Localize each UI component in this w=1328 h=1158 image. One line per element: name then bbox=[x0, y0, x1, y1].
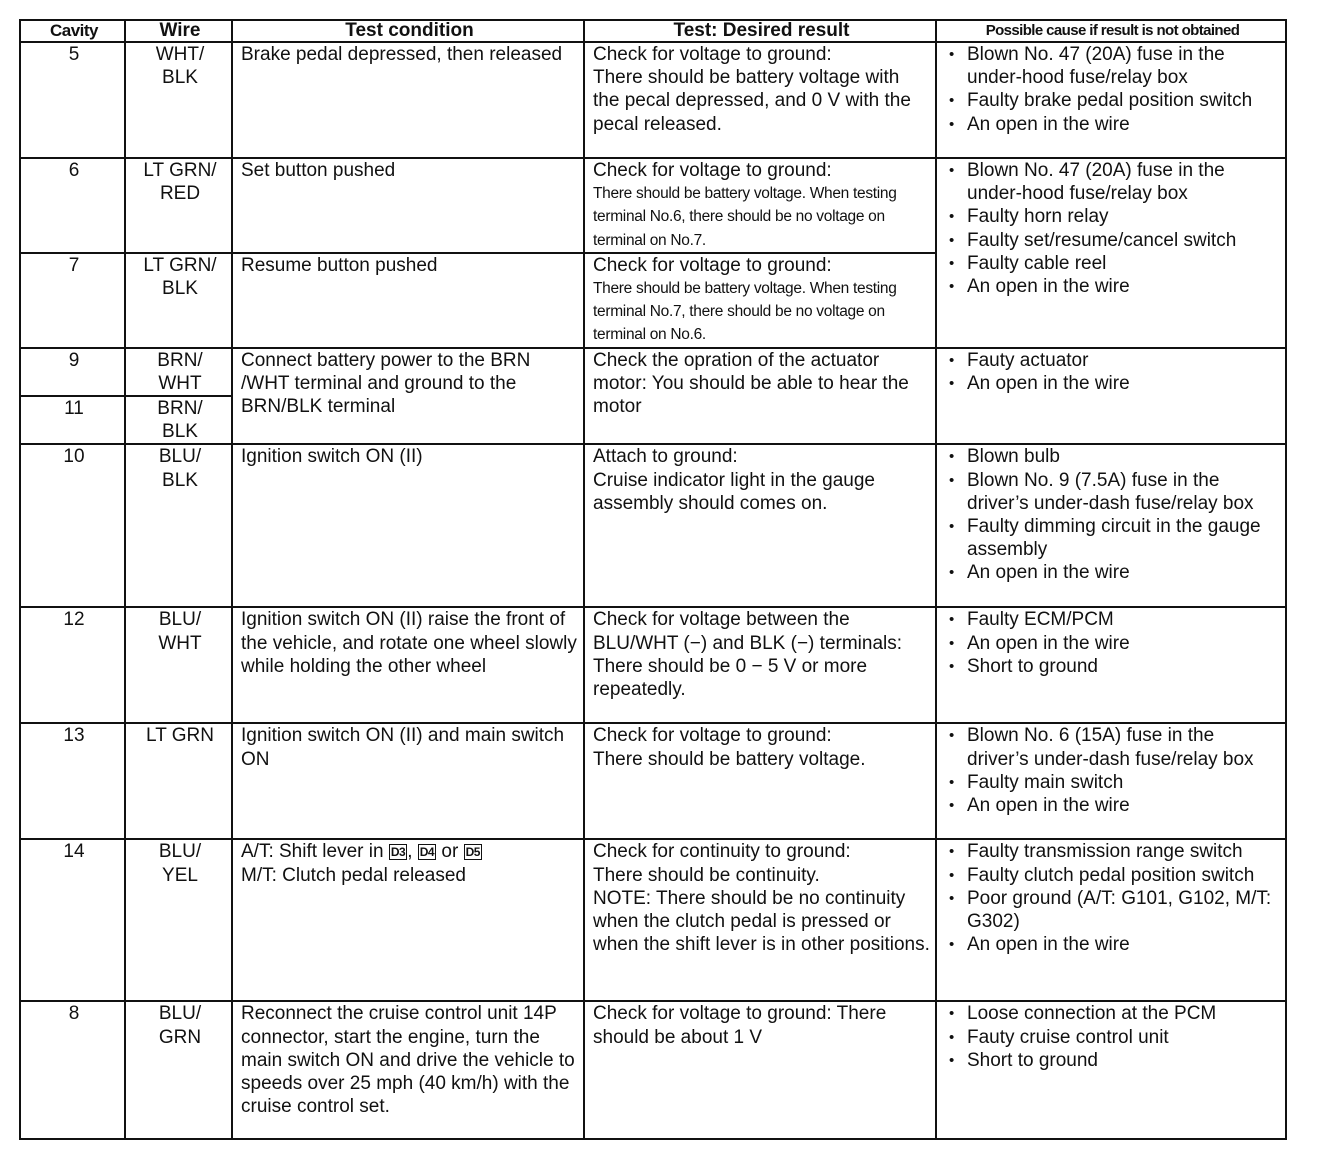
cause-list bbox=[945, 840, 1280, 956]
cause-list bbox=[945, 349, 1280, 395]
table-row-cavity-9 bbox=[20, 348, 1286, 396]
cause-list bbox=[945, 159, 1280, 298]
header-desired-result: Test: Desired result bbox=[584, 20, 936, 42]
wire-cell: WHT/ BLK bbox=[125, 42, 232, 158]
condition-line-mt: M/T: Clutch pedal released bbox=[241, 864, 466, 886]
desired-result-cell: Check for voltage to ground: There should be about 1 V bbox=[584, 1001, 936, 1139]
cavity-cell: 5 bbox=[20, 42, 125, 158]
separator-comma: , bbox=[407, 841, 413, 863]
table-row-cavity-8 bbox=[20, 1001, 1286, 1139]
gear-d4-icon: D4 bbox=[419, 845, 435, 860]
table-row-cavity-6 bbox=[20, 158, 1286, 253]
cavity-cell: 11 bbox=[20, 396, 125, 444]
cause-list bbox=[945, 445, 1280, 584]
possible-cause-cell bbox=[936, 839, 1286, 1001]
table-row-cavity-13 bbox=[20, 723, 1286, 839]
header-possible-cause: Possible cause if result is not obtained bbox=[936, 20, 1286, 42]
cavity-test-table bbox=[19, 19, 1287, 1140]
cause-item: • An open in the wire bbox=[945, 275, 1280, 298]
result-line: Check for voltage to ground: bbox=[593, 160, 832, 181]
wire-cell: BRN/ BLK bbox=[125, 396, 232, 444]
condition-line-at bbox=[241, 840, 578, 863]
wire-cell: BRN/ WHT bbox=[125, 348, 232, 396]
test-condition-cell: Connect battery power to the BRN /WHT terminal and ground to the BRN/BLK terminal bbox=[232, 348, 584, 445]
cause-item: • Fauty actuator bbox=[945, 349, 1280, 372]
test-condition-cell: Resume button pushed bbox=[232, 253, 584, 348]
possible-cause-cell bbox=[936, 348, 1286, 445]
cause-item: • Faulty transmission range switch bbox=[945, 840, 1280, 863]
cause-list bbox=[945, 1002, 1280, 1072]
cause-item: • Poor ground (A/T: G101, G102, M/T: G302) bbox=[945, 887, 1280, 933]
desired-result-cell bbox=[584, 158, 936, 253]
cavity-cell: 7 bbox=[20, 253, 125, 348]
cause-item: • Faulty dimming circuit in the gauge assembly bbox=[945, 515, 1280, 561]
condition-prefix: A/T: Shift lever in bbox=[241, 841, 384, 863]
cavity-cell: 12 bbox=[20, 607, 125, 723]
header-cavity: Cavity bbox=[20, 20, 125, 42]
test-condition-cell: Ignition switch ON (II) raise the front of the vehicle, and rotate one wheel slowly while holding the other wheel bbox=[232, 607, 584, 723]
desired-result-cell: Attach to ground: Cruise indicator light in the gauge assembly should comes on. bbox=[584, 444, 936, 607]
cause-item: • Faulty set/resume/cancel switch bbox=[945, 229, 1280, 252]
header-wire: Wire bbox=[125, 20, 232, 42]
cause-item: • Short to ground bbox=[945, 655, 1280, 678]
desired-result-cell: Check for voltage to ground: There should be battery voltage with the pecal depressed, and 0 V with the pecal released. bbox=[584, 42, 936, 158]
cavity-cell: 9 bbox=[20, 348, 125, 396]
desired-result-cell: Check for voltage to ground: There should be battery voltage. bbox=[584, 723, 936, 839]
wire-cell: LT GRN/ RED bbox=[125, 158, 232, 253]
possible-cause-cell bbox=[936, 444, 1286, 607]
result-line: Check for voltage to ground: bbox=[593, 254, 832, 276]
table-row-cavity-10 bbox=[20, 444, 1286, 607]
possible-cause-cell bbox=[936, 158, 1286, 348]
cavity-cell: 10 bbox=[20, 444, 125, 607]
result-detail: There should be battery voltage. When testing terminal No.6, there should be no voltage on terminal on No.7. bbox=[593, 185, 897, 249]
cause-item: • Blown bulb bbox=[945, 445, 1280, 468]
cause-item: • An open in the wire bbox=[945, 794, 1280, 817]
cause-item: • Faulty cable reel bbox=[945, 252, 1280, 275]
cause-list bbox=[945, 724, 1280, 817]
gear-d5-icon: D5 bbox=[465, 845, 480, 860]
test-condition-cell: Reconnect the cruise control unit 14P connector, start the engine, turn the main switch ON and drive the vehicle to speeds over 25 mph (40 km/h) with the cruise control set. bbox=[232, 1001, 584, 1139]
cause-item: • Faulty brake pedal position switch bbox=[945, 89, 1280, 112]
cause-list bbox=[945, 43, 1280, 136]
wire-cell: LT GRN/ BLK bbox=[125, 253, 232, 348]
possible-cause-cell bbox=[936, 42, 1286, 158]
cause-item: • Faulty ECM/PCM bbox=[945, 608, 1280, 631]
test-condition-cell: Ignition switch ON (II) and main switch ON bbox=[232, 723, 584, 839]
cause-item: • Fauty cruise control unit bbox=[945, 1026, 1280, 1049]
separator-or: or bbox=[441, 841, 459, 863]
desired-result-cell: Check for voltage between the BLU/WHT (−) and BLK (−) terminals: There should be 0 − 5 V or more repeatedly. bbox=[584, 607, 936, 723]
wire-cell: BLU/ BLK bbox=[125, 444, 232, 607]
cause-item: • An open in the wire bbox=[945, 113, 1280, 136]
table-row-cavity-12 bbox=[20, 607, 1286, 723]
cause-item: • Blown No. 6 (15A) fuse in the driver’s under-dash fuse/relay box bbox=[945, 724, 1280, 770]
cause-item: • An open in the wire bbox=[945, 561, 1280, 584]
cause-item: • Blown No. 9 (7.5A) fuse in the driver’s under-dash fuse/relay box bbox=[945, 469, 1280, 515]
cause-item: • Faulty horn relay bbox=[945, 205, 1280, 228]
troubleshooting-table-sheet bbox=[19, 19, 1287, 1140]
cause-item: • Faulty main switch bbox=[945, 771, 1280, 794]
cause-item: • Blown No. 47 (20A) fuse in the under-hood fuse/relay box bbox=[945, 43, 1280, 89]
cavity-cell: 14 bbox=[20, 839, 125, 1001]
test-condition-cell: Set button pushed bbox=[232, 158, 584, 253]
cavity-cell: 6 bbox=[20, 158, 125, 253]
possible-cause-cell bbox=[936, 1001, 1286, 1139]
header-test-condition: Test condition bbox=[232, 20, 584, 42]
possible-cause-cell bbox=[936, 723, 1286, 839]
cavity-cell: 13 bbox=[20, 723, 125, 839]
cause-item: • Short to ground bbox=[945, 1049, 1280, 1072]
desired-result-cell: Check for continuity to ground: There should be continuity. NOTE: There should be no continuity when the clutch pedal is pressed or when the shift lever is in other positions. bbox=[584, 839, 936, 1001]
result-detail: There should be battery voltage. When testing terminal No.7, there should be no voltage on terminal on No.6. bbox=[593, 280, 897, 344]
test-condition-cell: Ignition switch ON (II) bbox=[232, 444, 584, 607]
possible-cause-cell bbox=[936, 607, 1286, 723]
cause-item: • An open in the wire bbox=[945, 372, 1280, 395]
table-row-cavity-5 bbox=[20, 42, 1286, 158]
wire-cell: BLU/ WHT bbox=[125, 607, 232, 723]
cause-item: • An open in the wire bbox=[945, 632, 1280, 655]
desired-result-cell bbox=[584, 253, 936, 348]
table-row-cavity-14 bbox=[20, 839, 1286, 1001]
wire-cell: BLU/ GRN bbox=[125, 1001, 232, 1139]
cause-item: • Blown No. 47 (20A) fuse in the under-hood fuse/relay box bbox=[945, 159, 1280, 205]
desired-result-cell: Check the opration of the actuator motor: You should be able to hear the motor bbox=[584, 348, 936, 445]
cause-list bbox=[945, 608, 1280, 678]
gear-d3-icon: D3 bbox=[390, 845, 406, 860]
header-row bbox=[20, 20, 1286, 42]
cause-item: • Faulty clutch pedal position switch bbox=[945, 864, 1280, 887]
wire-cell: BLU/ YEL bbox=[125, 839, 232, 1001]
cause-item: • An open in the wire bbox=[945, 933, 1280, 956]
cavity-cell: 8 bbox=[20, 1001, 125, 1139]
cause-item: • Loose connection at the PCM bbox=[945, 1002, 1280, 1025]
test-condition-cell: Brake pedal depressed, then released bbox=[232, 42, 584, 158]
test-condition-cell bbox=[232, 839, 584, 1001]
wire-cell: LT GRN bbox=[125, 723, 232, 839]
